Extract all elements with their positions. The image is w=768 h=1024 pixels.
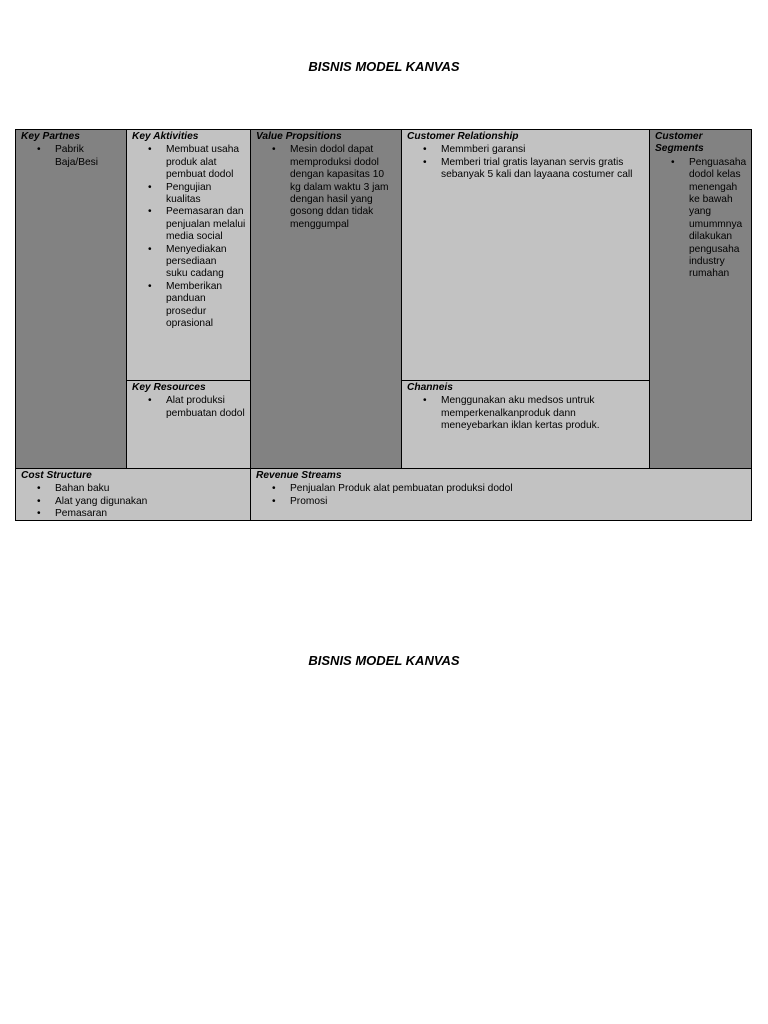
- customer-relationship-list: [407, 144, 645, 181]
- list-item: • Pengujian kualitas: [166, 182, 226, 207]
- list-item: • Penjualan Produk alat pembuatan produksi dodol: [290, 483, 747, 495]
- key-resources-header: Key Resources: [132, 382, 206, 393]
- key-activities-list: [132, 144, 246, 330]
- revenue-streams-cell: [250, 468, 752, 521]
- key-partners-list: [21, 144, 122, 169]
- customer-segments-header: Customer Segments: [655, 131, 704, 155]
- list-item: • Memberi trial gratis layanan servis gratis sebanyak 5 kali dan layaana costumer call: [441, 157, 645, 182]
- channels-cell: [401, 380, 650, 469]
- page-title: BISNIS MODEL KANVAS: [308, 59, 460, 74]
- cost-structure-header: Cost Structure: [21, 470, 92, 481]
- key-resources-cell: [126, 380, 251, 469]
- list-item: • Membuat usaha produk alat pembuat dodol: [166, 144, 246, 181]
- customer-segments-list: [655, 157, 747, 281]
- business-model-canvas: [15, 129, 752, 521]
- list-item: • Promosi: [290, 496, 747, 508]
- list-item: • Pemasaran: [55, 508, 246, 520]
- cost-structure-cell: [15, 468, 251, 521]
- list-item: • Menggunakan aku medsos untruk memperkenalkanproduk dann meneyebarkan iklan kertas produk.: [441, 395, 611, 432]
- list-item: • Peemasaran dan penjualan melalui media social: [166, 206, 246, 243]
- channels-list: [407, 395, 645, 432]
- value-propositions-header: Value Propsitions: [256, 131, 342, 142]
- list-item: • Menyediakan persediaan suku cadang: [166, 244, 232, 281]
- revenue-streams-header: Revenue Streams: [256, 470, 342, 481]
- list-item: • Pabrik Baja/Besi: [55, 144, 115, 169]
- list-item: • Bahan baku: [55, 483, 246, 495]
- customer-segments-cell: [649, 129, 752, 469]
- key-partners-header: Key Partnes: [21, 131, 80, 142]
- value-propositions-list: [256, 144, 397, 231]
- value-propositions-cell: [250, 129, 402, 469]
- list-item: • Alat yang digunakan: [55, 496, 246, 508]
- channels-header: Channeis: [407, 382, 453, 393]
- customer-relationship-cell: [401, 129, 650, 381]
- list-item: • Memmberi garansi: [441, 144, 645, 156]
- key-activities-cell: [126, 129, 251, 381]
- key-partners-cell: [15, 129, 127, 469]
- customer-relationship-header: Customer Relationship: [407, 131, 519, 142]
- key-resources-list: [132, 395, 246, 420]
- list-item: • Penguasaha dodol kelas menengah ke bawah yang umummnya dilakukan pengusaha industry rumahan: [689, 157, 747, 281]
- page-title-repeat: BISNIS MODEL KANVAS: [308, 653, 460, 668]
- list-item: • Mesin dodol dapat memproduksi dodol dengan kapasitas 10 kg dalam waktu 3 jam dengan hasil yang gosong ddan tidak menggumpal: [290, 144, 397, 231]
- list-item: • Alat produksi pembuatan dodol: [166, 395, 246, 420]
- revenue-streams-list: [256, 483, 747, 508]
- cost-structure-list: [21, 483, 246, 520]
- key-activities-header: Key Aktivities: [132, 131, 199, 142]
- list-item: • Memberikan panduan prosedur oprasional: [166, 281, 232, 331]
